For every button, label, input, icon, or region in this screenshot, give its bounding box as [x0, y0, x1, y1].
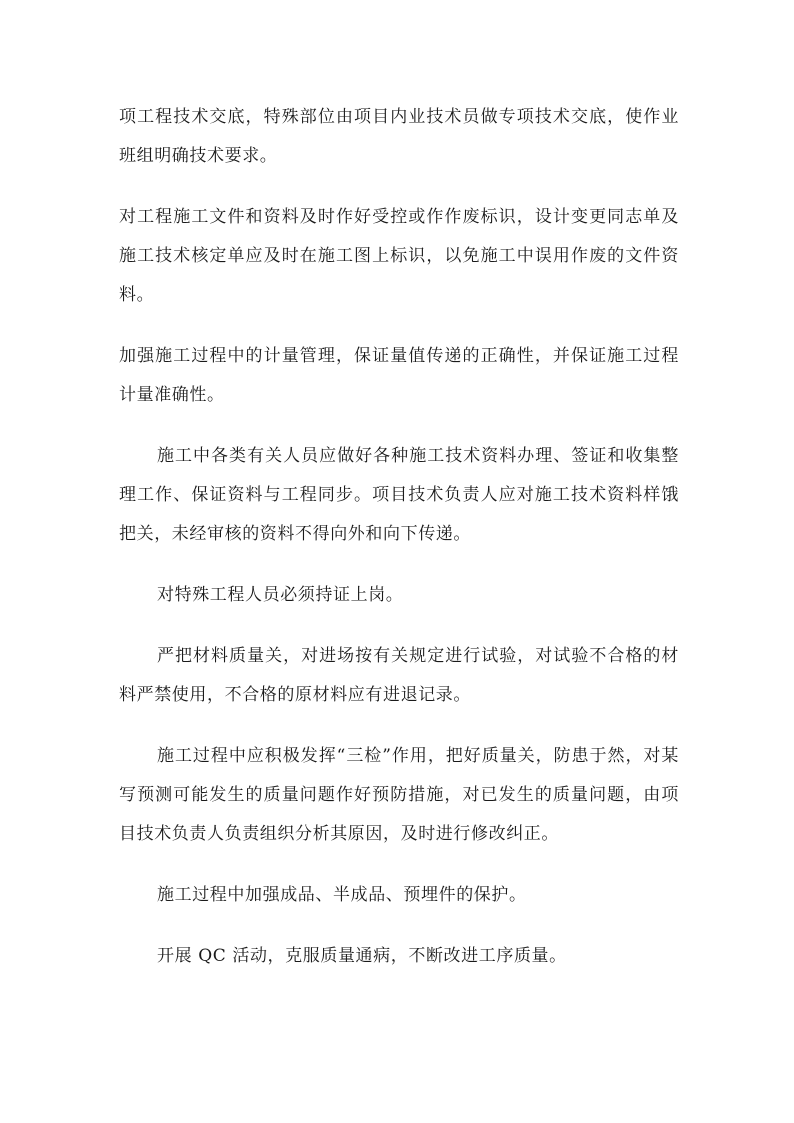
paragraph-5: 对特殊工程人员必须持证上岗。 — [157, 585, 404, 605]
paragraph-6: 严把材料质量关，对进场按有关规定进行试验，对试验不合格的材料严禁使用，不合格的原材料应有进退记录。 — [119, 646, 679, 705]
paragraph-9: 开展 QC 活动，克服质量通病，不断改进工序质量。 — [157, 946, 567, 966]
document-body — [119, 98, 679, 976]
paragraph-4: 施工中各类有关人员应做好各种施工技术资料办理、签证和收集整理工作、保证资料与工程同步。项目技术负责人应对施工技术资料样饿把关，未经审核的资料不得向外和向下传递。 — [119, 446, 679, 544]
paragraph-2: 对工程施工文件和资料及时作好受控或作作废标识，设计变更同志单及施工技术核定单应及时在施工图上标识，以免施工中误用作废的文件资料。 — [119, 207, 679, 305]
paragraph-1: 项工程技术交底，特殊部位由项目内业技术员做专项技术交底，使作业班组明确技术要求。 — [119, 107, 679, 166]
paragraph-3: 加强施工过程中的计量管理，保证量值传递的正确性，并保证施工过程计量准确性。 — [119, 346, 679, 405]
paragraph-7: 施工过程中应积极发挥“三检”作用，把好质量关，防患于然，对某写预测可能发生的质量问题作好预防措施，对已发生的质量问题，由项目技术负责人负责组织分析其原因，及时进行修改纠正。 — [119, 746, 679, 844]
paragraph-8: 施工过程中加强成品、半成品、预埋件的保护。 — [157, 885, 527, 905]
